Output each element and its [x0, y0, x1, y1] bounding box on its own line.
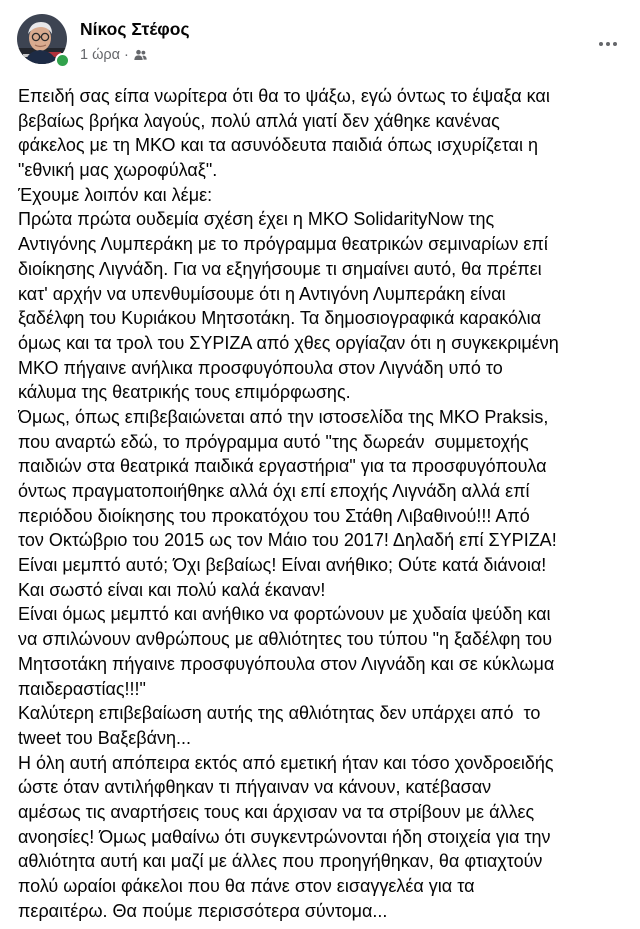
author-name-link[interactable]: Νίκος Στέφος	[80, 19, 190, 39]
timestamp-link[interactable]: 1 ώρα	[80, 47, 121, 63]
post-text-line: Όμως, όπως επιβεβαιώνεται από την ιστοσελίδα της ΜΚΟ Praksis,	[18, 406, 549, 427]
post-text-line: Καλύτερη επιβεβαίωση αυτής της αθλιότητας δεν υπάρχει από το	[18, 703, 541, 724]
post-text-line: που αναρτώ εδώ, το πρόγραμμα αυτό "της δωρεάν συμμετοχής	[18, 431, 529, 452]
post-text-line: ανοησίες! Όμως μαθαίνω ότι συγκεντρώνονται ήδη στοιχεία για την	[18, 826, 551, 847]
meta-separator: ·	[124, 47, 129, 63]
post-text-line: Και σωστό είναι και πολύ καλά έκαναν!	[18, 579, 326, 600]
post-text-line: παιδιών στα θεατρικά παιδικά εργαστήρια" για τα προσφυγόπουλα	[18, 456, 547, 477]
post-text-line: τον Οκτώβριο του 2015 ως τον Μάιο του 2017! Δηλαδή επί ΣΥΡΙΖΑ!	[18, 530, 557, 551]
post-text-line: "εθνική μας χωροφύλαξ".	[18, 160, 218, 181]
post-text-line: αμέσως τις αναρτήσεις τους και άρχισαν να τα στρίβουν με άλλες	[18, 801, 535, 822]
post-text-line: Είναι όμως μεμπτό και ανήθικο να φορτώνουν με χυδαία ψεύδη και	[18, 604, 551, 625]
post-meta	[80, 46, 147, 64]
post-text-line: Μητσοτάκη πήγαινε προσφυγόπουλα στον Λιγνάδη και σε κύκλωμα	[18, 653, 555, 674]
post-text-line: tweet του Βαξεβάνη...	[18, 727, 192, 748]
post-text-line: περαιτέρω. Θα πούμε περισσότερα σύντομα...	[18, 900, 388, 921]
post-body-text	[18, 84, 630, 923]
more-options-icon	[598, 41, 618, 47]
post-text-line: παιδεραστίας!!!"	[18, 678, 146, 699]
post-text-line: όμως και τα τρολ του ΣΥΡΙΖΑ από χθες οργίαζαν ότι η συγκεκριμένη	[18, 332, 559, 353]
post-text-line: Επειδή σας είπα νωρίτερα ότι θα το ψάξω, εγώ όντως το έψαξα και	[18, 86, 550, 106]
post-text-line: φάκελος με τη ΜΚΟ και τα ασυνόδευτα παιδιά όπως ισχυρίζεται η	[18, 135, 538, 156]
post-text-line: πολύ ωραίοι φάκελοι που θα πάνε στον εισαγγελέα για τα	[18, 876, 475, 896]
online-status-dot	[55, 53, 70, 68]
post-text-line: Είναι μεμπτό αυτό; Όχι βεβαίως! Είναι ανήθικο; Ούτε κατά διάνοια!	[18, 555, 547, 576]
post-text-line: ΜΚΟ πήγαινε ανήλικα προσφυγόπουλα στον Λιγνάδη υπό το	[18, 357, 503, 378]
post-text-line: Έχουμε λοιπόν και λέμε:	[18, 184, 213, 205]
post-text-line: διοίκησης Λιγνάδη. Για να εξηγήσουμε τι σημαίνει αυτό, θα πρέπει	[18, 258, 542, 279]
post-text-line: αθλιότητα αυτή και μαζί με άλλες που προηγήθηκαν, θα φτιαχτούν	[18, 851, 543, 872]
post-text-line: όντως πραγματοποιήθηκε αλλά όχι επί εποχής Λιγνάδη αλλά επί	[18, 481, 530, 501]
post-text-line: περιόδου διοίκησης του προκατόχου του Στάθη Λιβαθινού!!! Από	[18, 505, 530, 526]
post-text-line: να σπιλώνουν ανθρώπους με αθλιότητες του τύπου "η ξαδέλφη του	[18, 629, 553, 650]
post-text-line: Αντιγόνης Λυμπεράκη με το πρόγραμμα θεατρικών σεμιναρίων επί	[18, 234, 548, 255]
post-text-line: κατ' αρχήν να υπενθυμίσουμε ότι η Αντιγόνη Λυμπεράκη είναι	[18, 283, 506, 304]
post-text-line: βεβαίως βρήκα λαγούς, πολύ απλά γιατί δεν χάθηκε κανένας	[18, 110, 500, 131]
post-text-line: ξαδέλφη του Κυριάκου Μητσοτάκη. Τα δημοσιογραφικά καρακόλια	[18, 308, 542, 329]
post-text-line: κάλυμα της θεατρικής τους επιμόρφωσης.	[18, 382, 351, 403]
post-text-line: Πρώτα πρώτα ουδεμία σχέση έχει η ΜΚΟ SolidarityNow της	[18, 209, 495, 230]
post-text-line: Η όλη αυτή απόπειρα εκτός από εμετική ήταν και τόσο χονδροειδής	[18, 752, 554, 773]
friends-icon	[134, 49, 147, 61]
more-options-button[interactable]	[592, 34, 624, 54]
post-text-line: ώστε όταν αντιλήφθηκαν τι πήγαιναν να κάνουν, κατέβασαν	[18, 777, 492, 798]
